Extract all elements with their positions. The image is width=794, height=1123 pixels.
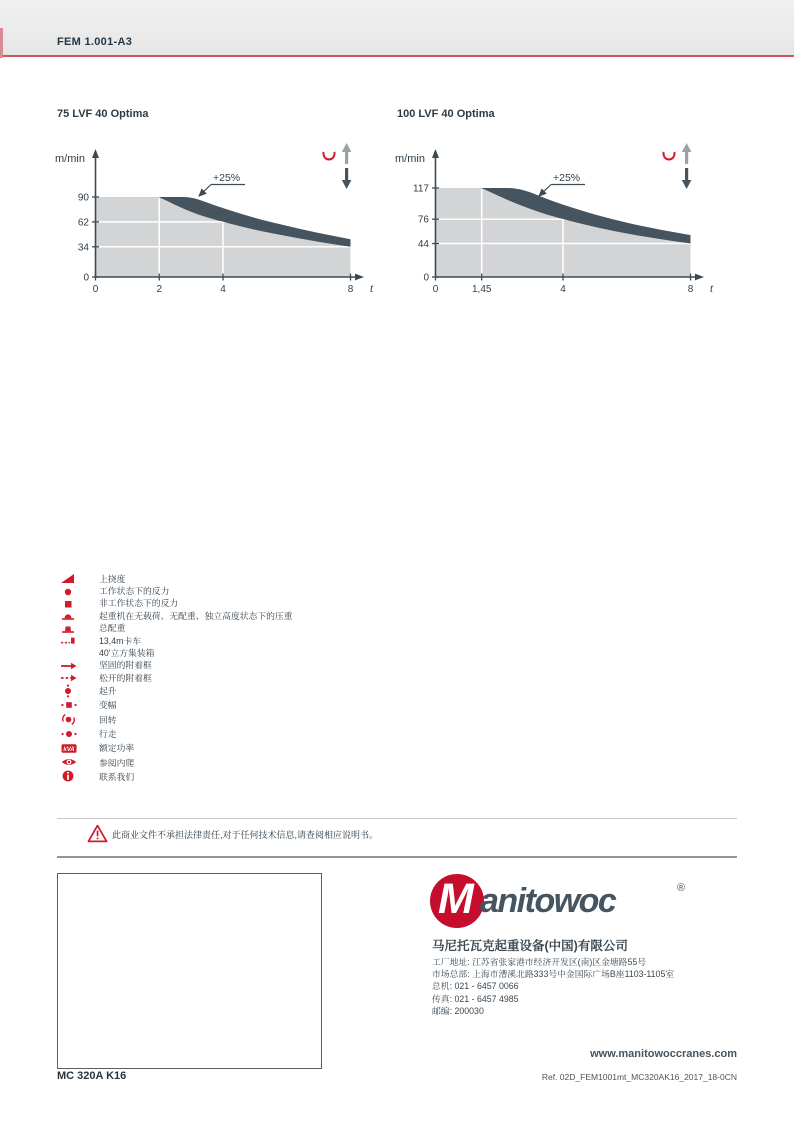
x-axis-arrow [355,274,364,281]
legend-item [57,634,477,646]
x-tick-label: 8 [687,284,694,295]
stamp-box [57,873,322,1069]
x-tick-label: 2 [156,284,163,295]
legend-item [57,622,477,634]
hook-icon [322,152,335,161]
legend-label: 工作状态下的反力 [99,586,170,597]
legend-item [57,698,477,712]
legend-item [57,755,477,769]
page-header [0,0,794,57]
chart-plot-75lvf40 [45,138,385,306]
chart-block-75lvf40 [45,108,390,308]
x-axis-label: t [370,283,373,295]
legend-label: 联系我们 [99,771,135,782]
trolley-icon [57,698,93,712]
logo-wordmark: anitowoc [480,882,616,920]
legend-item [57,769,477,783]
hoist-down-arrow [342,168,352,189]
legend-section [57,572,477,784]
travel-icon [57,727,93,741]
hook-icon [662,152,675,161]
legend-label: 13,4m卡车 [99,635,142,646]
standard-code: FEM 1.001-A3 [57,36,133,48]
y-tick-label: 34 [77,242,89,254]
legend-item [57,659,477,671]
registered-mark: ® [677,882,686,894]
legend-item [57,597,477,609]
x-tick-label: 1,45 [471,284,492,295]
legend-label: 变幅 [99,700,117,711]
y-tick-label: 62 [77,217,89,229]
company-name: 马尼托瓦克起重设备(中国)有限公司 [432,939,628,953]
legend-label: 上挠度 [99,573,126,584]
disclaimer-section [57,818,737,858]
legend-item [57,726,477,740]
warning-icon [87,824,108,848]
legend-label: 参阅内爬 [99,757,135,768]
eye-icon [57,755,93,769]
model-code: MC 320A K16 [57,1070,127,1082]
y-axis-arrow [432,149,439,158]
legend-label: 总配重 [99,623,126,634]
legend-label: 起重机在无载荷、无配重、独立高度状态下的压重 [99,610,293,621]
hoist-icon [57,684,93,698]
hoist-up-arrow [682,143,692,164]
legend-label: 40'立方集装箱 [99,648,155,659]
x-tick-label: 4 [220,284,226,295]
phone: 总机: 021 - 6457 0066 [432,981,519,992]
chart-block-100lvf40 [385,108,730,308]
chart-title: 100 LVF 40 Optima [397,108,495,120]
chart-title: 75 LVF 40 Optima [57,108,149,120]
y-tick-label: 76 [417,214,429,226]
legend-item [57,671,477,683]
factory-address: 工厂地址: 江苏省张家港市经济开发区(南)区金塘路55号 [432,957,647,967]
manitowoc-logo [430,874,690,930]
hoist-up-arrow [342,143,352,164]
x-tick-label: 0 [432,284,439,295]
y-tick-label: 0 [83,272,89,284]
svg-text:kVA: kVA [63,746,75,753]
slew-icon [57,712,93,726]
svg-text:+25%: +25% [213,172,241,184]
legend-item [57,684,477,698]
legend-label: 非工作状态下的反力 [99,598,179,609]
legend-item [57,572,477,584]
truck-icon [57,633,93,647]
y-tick-label: 90 [77,192,89,204]
hq-address: 市场总部: 上海市漕溪北路333号中金国际广场B座1103-1105室 [432,969,675,980]
y-tick-label: 0 [423,272,429,284]
legend-label: 坚固的附着框 [99,660,152,671]
arrow-dashed-icon [57,670,93,684]
y-tick-label: 44 [417,239,429,251]
legend-item [57,741,477,755]
y-axis-label: m/min [395,153,425,165]
legend-item [57,712,477,726]
hoist-down-arrow [682,168,692,189]
x-tick-label: 4 [560,284,566,295]
logo-initial: M [438,875,474,923]
fax: 传真: 021 - 6457 4985 [432,993,519,1004]
legend-label: 行走 [99,729,117,740]
legend-item [57,646,477,658]
chart-plot-100lvf40 [385,138,725,306]
x-tick-label: 0 [92,284,99,295]
website-link[interactable]: www.manitowoccranes.com [590,1048,737,1060]
y-axis-arrow [92,149,99,158]
y-axis-label: m/min [55,153,85,165]
legend-label: 额定功率 [99,743,135,754]
y-tick-label: 117 [413,183,429,195]
svg-text:+25%: +25% [553,172,581,184]
legend-item [57,609,477,621]
ref-code: Ref. 02D_FEM1001mt_MC320AK16_2017_18-0CN [541,1072,737,1082]
legend-label: 回转 [99,714,117,725]
plus25-annotation [199,172,245,196]
postal-code: 邮编: 200030 [432,1005,484,1016]
disclaimer-text: 此商业文件不承担法律责任,对于任何技术信息,请查阅相应说明书。 [112,830,379,840]
x-tick-label: 8 [347,284,354,295]
legend-label: 起升 [99,686,117,697]
contact-icon [57,769,93,783]
plus25-annotation [539,172,585,196]
x-axis-label: t [710,283,713,295]
company-info [432,956,674,1017]
kva-icon [57,741,93,755]
x-axis-arrow [695,274,704,281]
legend-label: 松开的附着框 [99,672,152,683]
legend-item [57,584,477,596]
